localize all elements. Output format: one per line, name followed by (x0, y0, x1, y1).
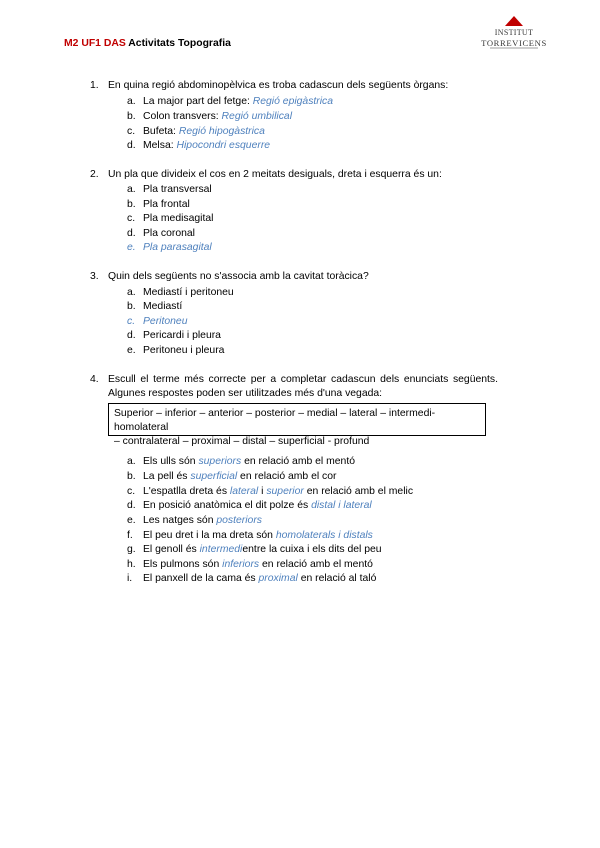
logo-line-2: TORREVICENS (481, 38, 547, 48)
statement-text: El panxell de la cama és (143, 573, 256, 584)
statement-text: Les natges són (143, 515, 214, 526)
option-letter: e. (127, 345, 136, 356)
statement-text: en relació amb el cor (240, 471, 337, 482)
option-letter: c. (127, 126, 136, 137)
term-box-line-1: Superior – inferior – anterior – posterior – medial – lateral – intermedi- homolateral (114, 408, 436, 433)
option-text: Peritoneu i pleura (143, 345, 225, 356)
answer-text: superior (266, 486, 304, 497)
option-letter: g. (127, 544, 136, 555)
term-box (108, 403, 486, 447)
option-letter: i. (127, 573, 133, 584)
question-text: Un pla que divideix el cos en 2 meitats desiguals, dreta i esquerra és un: (108, 169, 442, 180)
option-text: Colon transvers: (143, 111, 219, 122)
option-letter: d. (127, 330, 136, 341)
answer-text: superficial (190, 471, 238, 482)
question-number: 3. (90, 271, 99, 282)
term-box-line-2: – contralateral – proximal – distal – superficial - profund (114, 436, 370, 447)
option-letter: d. (127, 500, 136, 511)
statement-text: Els pulmons són (143, 559, 220, 570)
page-header (64, 38, 231, 49)
option-letter: d. (127, 140, 136, 151)
school-logo (478, 14, 550, 58)
document-title: Activitats Topografia (128, 38, 231, 49)
answer-text: inferiors (222, 559, 260, 570)
answer-text: Regió hipogàstrica (178, 126, 265, 137)
option-letter: b. (127, 471, 136, 482)
question-number: 2. (90, 169, 99, 180)
answer-text: distal i lateral (311, 500, 372, 511)
option-letter: c. (127, 486, 136, 497)
answer-text: intermedi (199, 544, 243, 555)
statement-text: Els ulls són (143, 456, 196, 467)
question-text-line-1: Escull el terme més correcte per a completar cadascun dels enunciats següents. (108, 374, 498, 385)
answer-text: posteriors (216, 515, 262, 526)
answer-text: proximal (258, 573, 298, 584)
statement-text: El genoll és (143, 544, 197, 555)
question-number: 4. (90, 374, 99, 385)
statement-text: en relació amb el melic (306, 486, 414, 497)
answer-text: superiors (198, 456, 242, 467)
option-text: Pla transversal (143, 184, 212, 195)
option-text: Pla frontal (143, 199, 190, 210)
statement-text: entre la cuixa i els dits del peu (242, 544, 382, 555)
option-text: Pla parasagital (143, 242, 212, 253)
option-letter: a. (127, 96, 136, 107)
statement-text: El peu dret i la ma dreta són (143, 530, 273, 541)
option-letter: d. (127, 228, 136, 239)
option-text: Bufeta: (143, 126, 176, 137)
option-letter: b. (127, 111, 136, 122)
question-text-line-2: Algunes respostes poden ser utilitzades més d'una vegada: (108, 388, 383, 399)
statement-text: en relació amb el mentó (244, 456, 355, 467)
statement-text: en relació amb el mentó (262, 559, 373, 570)
question-text: Quin dels següents no s'associa amb la cavitat toràcica? (108, 271, 369, 282)
statement-text: L'espatlla dreta és (143, 486, 228, 497)
logo-line-1: INSTITUT (494, 28, 534, 37)
module-code: M2 UF1 DAS (64, 38, 126, 49)
option-letter: c. (127, 316, 136, 327)
option-text: Pericardi i pleura (143, 330, 221, 341)
option-text: Pla medisagital (143, 213, 214, 224)
answer-text: Hipocondri esquerre (176, 140, 271, 151)
statement-text: La pell és (143, 471, 188, 482)
option-letter: h. (127, 559, 136, 570)
statement-text: En posició anatòmica el dit polze és (143, 500, 309, 511)
answer-text: homolaterals i distals (275, 530, 373, 541)
answer-text: lateral (229, 486, 259, 497)
option-letter: a. (127, 456, 136, 467)
option-letter: b. (127, 199, 136, 210)
option-letter: a. (127, 287, 136, 298)
option-letter: a. (127, 184, 136, 195)
question-number: 1. (90, 80, 99, 91)
option-text: Peritoneu (143, 316, 188, 327)
option-letter: e. (127, 515, 136, 526)
answer-text: Regió epigàstrica (252, 96, 334, 107)
answer-text: Regió umbilical (221, 111, 293, 122)
option-text: Pla coronal (143, 228, 195, 239)
option-text: Mediastí (143, 301, 183, 312)
option-text: La major part del fetge: (143, 96, 250, 107)
statement-text: en relació al taló (300, 573, 377, 584)
question-text: En quina regió abdominopèlvica es troba cadascun dels següents òrgans: (108, 80, 449, 91)
option-text: Melsa: (143, 140, 174, 151)
option-text: Mediastí i peritoneu (143, 287, 234, 298)
option-letter: f. (127, 530, 133, 541)
option-letter: e. (127, 242, 136, 253)
option-letter: c. (127, 213, 136, 224)
option-letter: b. (127, 301, 136, 312)
statement-text: i (261, 486, 264, 497)
